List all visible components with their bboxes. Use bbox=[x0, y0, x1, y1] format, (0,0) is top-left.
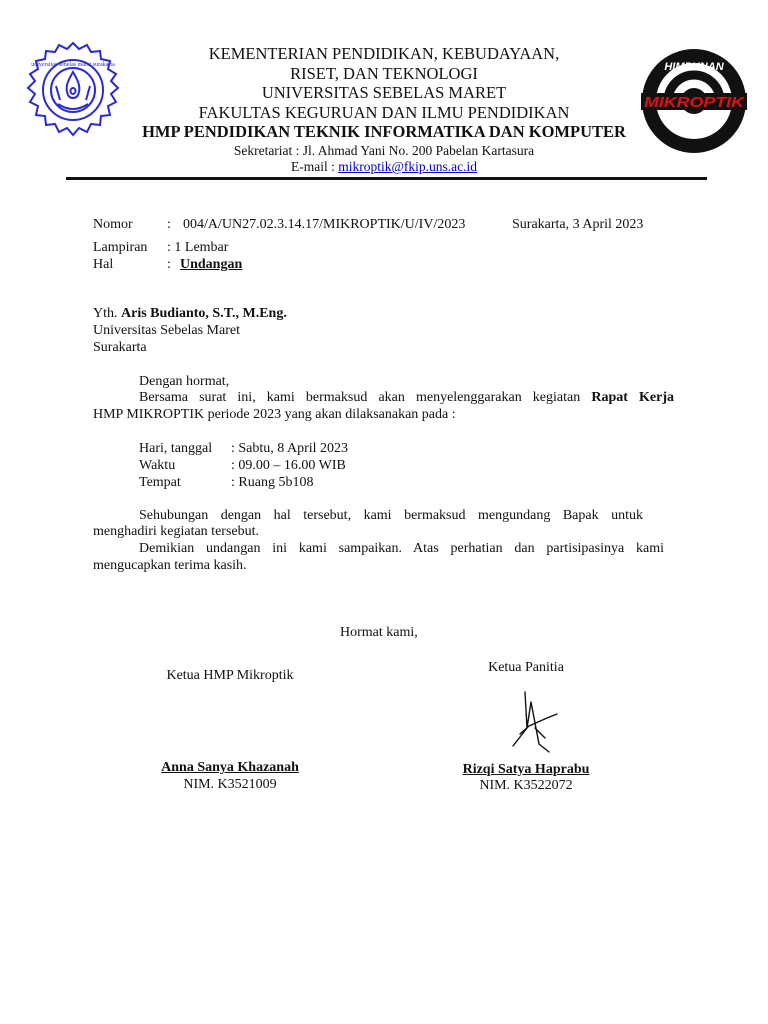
nomor-value: 004/A/UN27.02.3.14.17/MIKROPTIK/U/IV/2023 bbox=[183, 217, 466, 232]
nomor-label: Nomor bbox=[93, 217, 133, 232]
paragraph-1-line-1 bbox=[139, 390, 674, 406]
paragraph-3-line-1: Demikian undangan ini kami sampaikan. Atas perhatian dan partisipasinya kami bbox=[139, 541, 664, 556]
right-signer-role: Ketua Panitia bbox=[488, 660, 564, 675]
seal-text: universitas sebelas maret surakarta bbox=[31, 62, 115, 68]
closing-regards: Hormat kami, bbox=[340, 625, 418, 640]
email-link[interactable]: mikroptik@fkip.uns.ac.id bbox=[338, 159, 478, 174]
nomor-separator: : bbox=[167, 217, 171, 232]
recipient-institution: Universitas Sebelas Maret bbox=[93, 323, 240, 338]
signature-icon bbox=[505, 688, 565, 756]
greeting: Dengan hormat, bbox=[139, 374, 230, 389]
recipient-prefix: Yth. bbox=[93, 306, 121, 321]
letterhead-ministry-cont: RISET, DAN TEKNOLOGI bbox=[290, 64, 478, 83]
recipient-city: Surakarta bbox=[93, 340, 147, 355]
hal-label: Hal bbox=[93, 257, 114, 272]
left-signer-nim: NIM. K3521009 bbox=[183, 777, 277, 792]
email-label: E-mail : bbox=[290, 159, 339, 174]
right-signer-name: Rizqi Satya Haprabu bbox=[462, 762, 590, 777]
detail-label-date: Hari, tanggal bbox=[139, 441, 213, 456]
letterhead-email-line bbox=[0, 159, 768, 175]
paragraph-2-line-2: menghadiri kegiatan tersebut. bbox=[93, 524, 259, 539]
lampiran-value: : 1 Lembar bbox=[167, 240, 229, 255]
letterhead-ministry: KEMENTERIAN PENDIDIKAN, KEBUDAYAAN, bbox=[208, 44, 560, 63]
paragraph-1-text: Bersama surat ini, kami bermaksud akan menyelenggarakan kegiatan bbox=[139, 390, 592, 405]
logo-main-text: MIKROPTIK bbox=[644, 94, 746, 111]
letterhead-faculty: FAKULTAS KEGURUAN DAN ILMU PENDIDIKAN bbox=[198, 103, 570, 122]
paragraph-3-line-2: mengucapkan terima kasih. bbox=[93, 558, 247, 573]
lampiran-label: Lampiran bbox=[93, 240, 148, 255]
paragraph-2-line-1: Sehubungan dengan hal tersebut, kami bermaksud mengundang Bapak untuk bbox=[139, 508, 643, 523]
recipient-line bbox=[93, 306, 287, 322]
signature bbox=[505, 688, 565, 756]
hal-value: Undangan bbox=[180, 257, 243, 272]
recipient-name: Aris Budianto, S.T., M.Eng. bbox=[121, 306, 287, 321]
letterhead-rule bbox=[66, 177, 707, 180]
left-signer-role: Ketua HMP Mikroptik bbox=[166, 668, 294, 683]
detail-label-time: Waktu bbox=[139, 458, 176, 473]
place-date: Surakarta, 3 April 2023 bbox=[512, 217, 644, 232]
detail-value-time: : 09.00 – 16.00 WIB bbox=[231, 458, 346, 473]
detail-label-place: Tempat bbox=[139, 475, 181, 490]
paragraph-1-line-2: HMP MIKROPTIK periode 2023 yang akan dilaksanakan pada : bbox=[93, 407, 456, 422]
detail-value-date: : Sabtu, 8 April 2023 bbox=[231, 441, 349, 456]
letterhead-university: UNIVERSITAS SEBELAS MARET bbox=[261, 83, 507, 102]
letterhead-address: Sekretariat : Jl. Ahmad Yani No. 200 Pabelan Kartasura bbox=[233, 143, 535, 158]
left-signer-name: Anna Sanya Khazanah bbox=[161, 760, 299, 775]
letterhead-organization: HMP PENDIDIKAN TEKNIK INFORMATIKA DAN KOMPUTER bbox=[142, 122, 626, 141]
right-signer-nim: NIM. K3522072 bbox=[479, 778, 573, 793]
logo-top-text: HIMPUNAN bbox=[664, 61, 724, 73]
event-name: Rapat Kerja bbox=[591, 390, 674, 405]
hal-separator: : bbox=[167, 257, 171, 272]
detail-value-place: : Ruang 5b108 bbox=[231, 475, 314, 490]
